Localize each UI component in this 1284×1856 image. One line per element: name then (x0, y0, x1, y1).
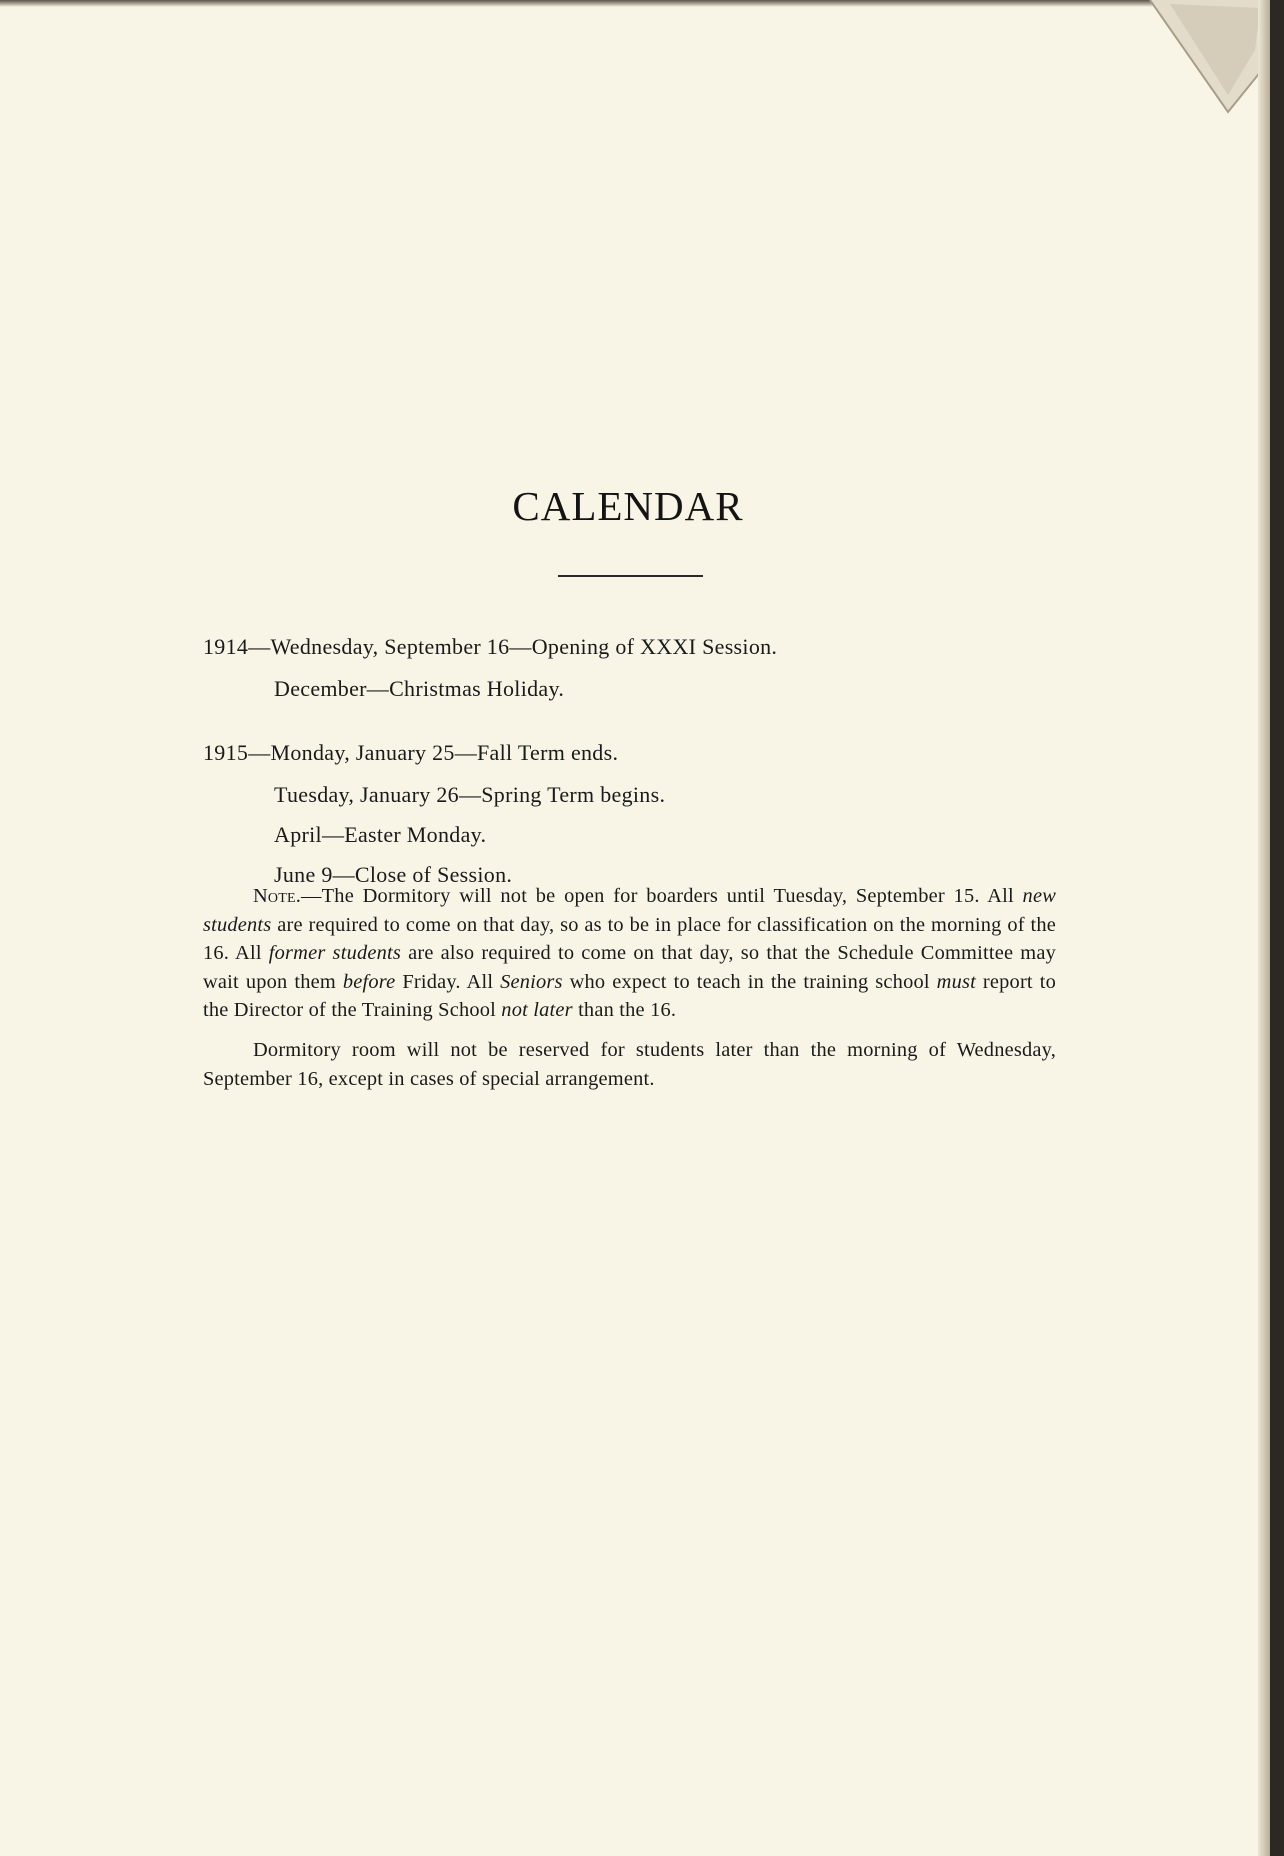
title-rule (558, 575, 703, 577)
calendar-1915-line-3: April—Easter Monday. (274, 822, 487, 847)
page-top-edge (0, 0, 1270, 7)
note-text: Friday. All (395, 970, 501, 993)
calendar-1915-line-1: 1915—Monday, January 25—Fall Term ends. (203, 740, 619, 765)
note-text: are also required to come on that day, so that the Schedule Committee may wait upon them (203, 942, 1056, 993)
note-label: Note. (253, 885, 302, 907)
folded-corner (1110, 0, 1270, 120)
note-emphasis: former students (268, 942, 401, 965)
calendar-1914-line-1: 1914—Wednesday, September 16—Opening of XXXI Session. (203, 634, 778, 659)
note-emphasis: Seniors (500, 970, 563, 993)
calendar-1915-line-4: June 9—Close of Session. (274, 862, 513, 887)
page-edge-shadow (1258, 0, 1270, 1856)
note-emphasis: before (342, 970, 396, 993)
note-text: report to the Director of the Training School (203, 970, 1056, 1022)
note-text: who expect to teach in the training school (562, 970, 937, 993)
page-title: CALENDAR (512, 483, 744, 529)
note-text: than the 16. (572, 999, 677, 1022)
note-text: —The Dormitory will not be open for boarders until Tuesday, September 15. All (301, 885, 1023, 907)
note-emphasis: new students (203, 885, 1056, 936)
note-emphasis: must (936, 970, 976, 993)
calendar-1914-line-2: December—Christmas Holiday. (274, 676, 565, 701)
dormitory-paragraph: Dormitory room will not be reserved for students later than the morning of Wednesday, September 16, except in cases of special arrangement. (203, 1038, 1056, 1090)
note-emphasis: not later (501, 999, 573, 1022)
note-section (203, 882, 1056, 1093)
note-text: are required to come on that day, so as to be in place for classification on the morning of the 16. All (203, 913, 1056, 965)
note-paragraph (203, 882, 1056, 1025)
calendar-1915-line-2: Tuesday, January 26—Spring Term begins. (274, 782, 666, 807)
